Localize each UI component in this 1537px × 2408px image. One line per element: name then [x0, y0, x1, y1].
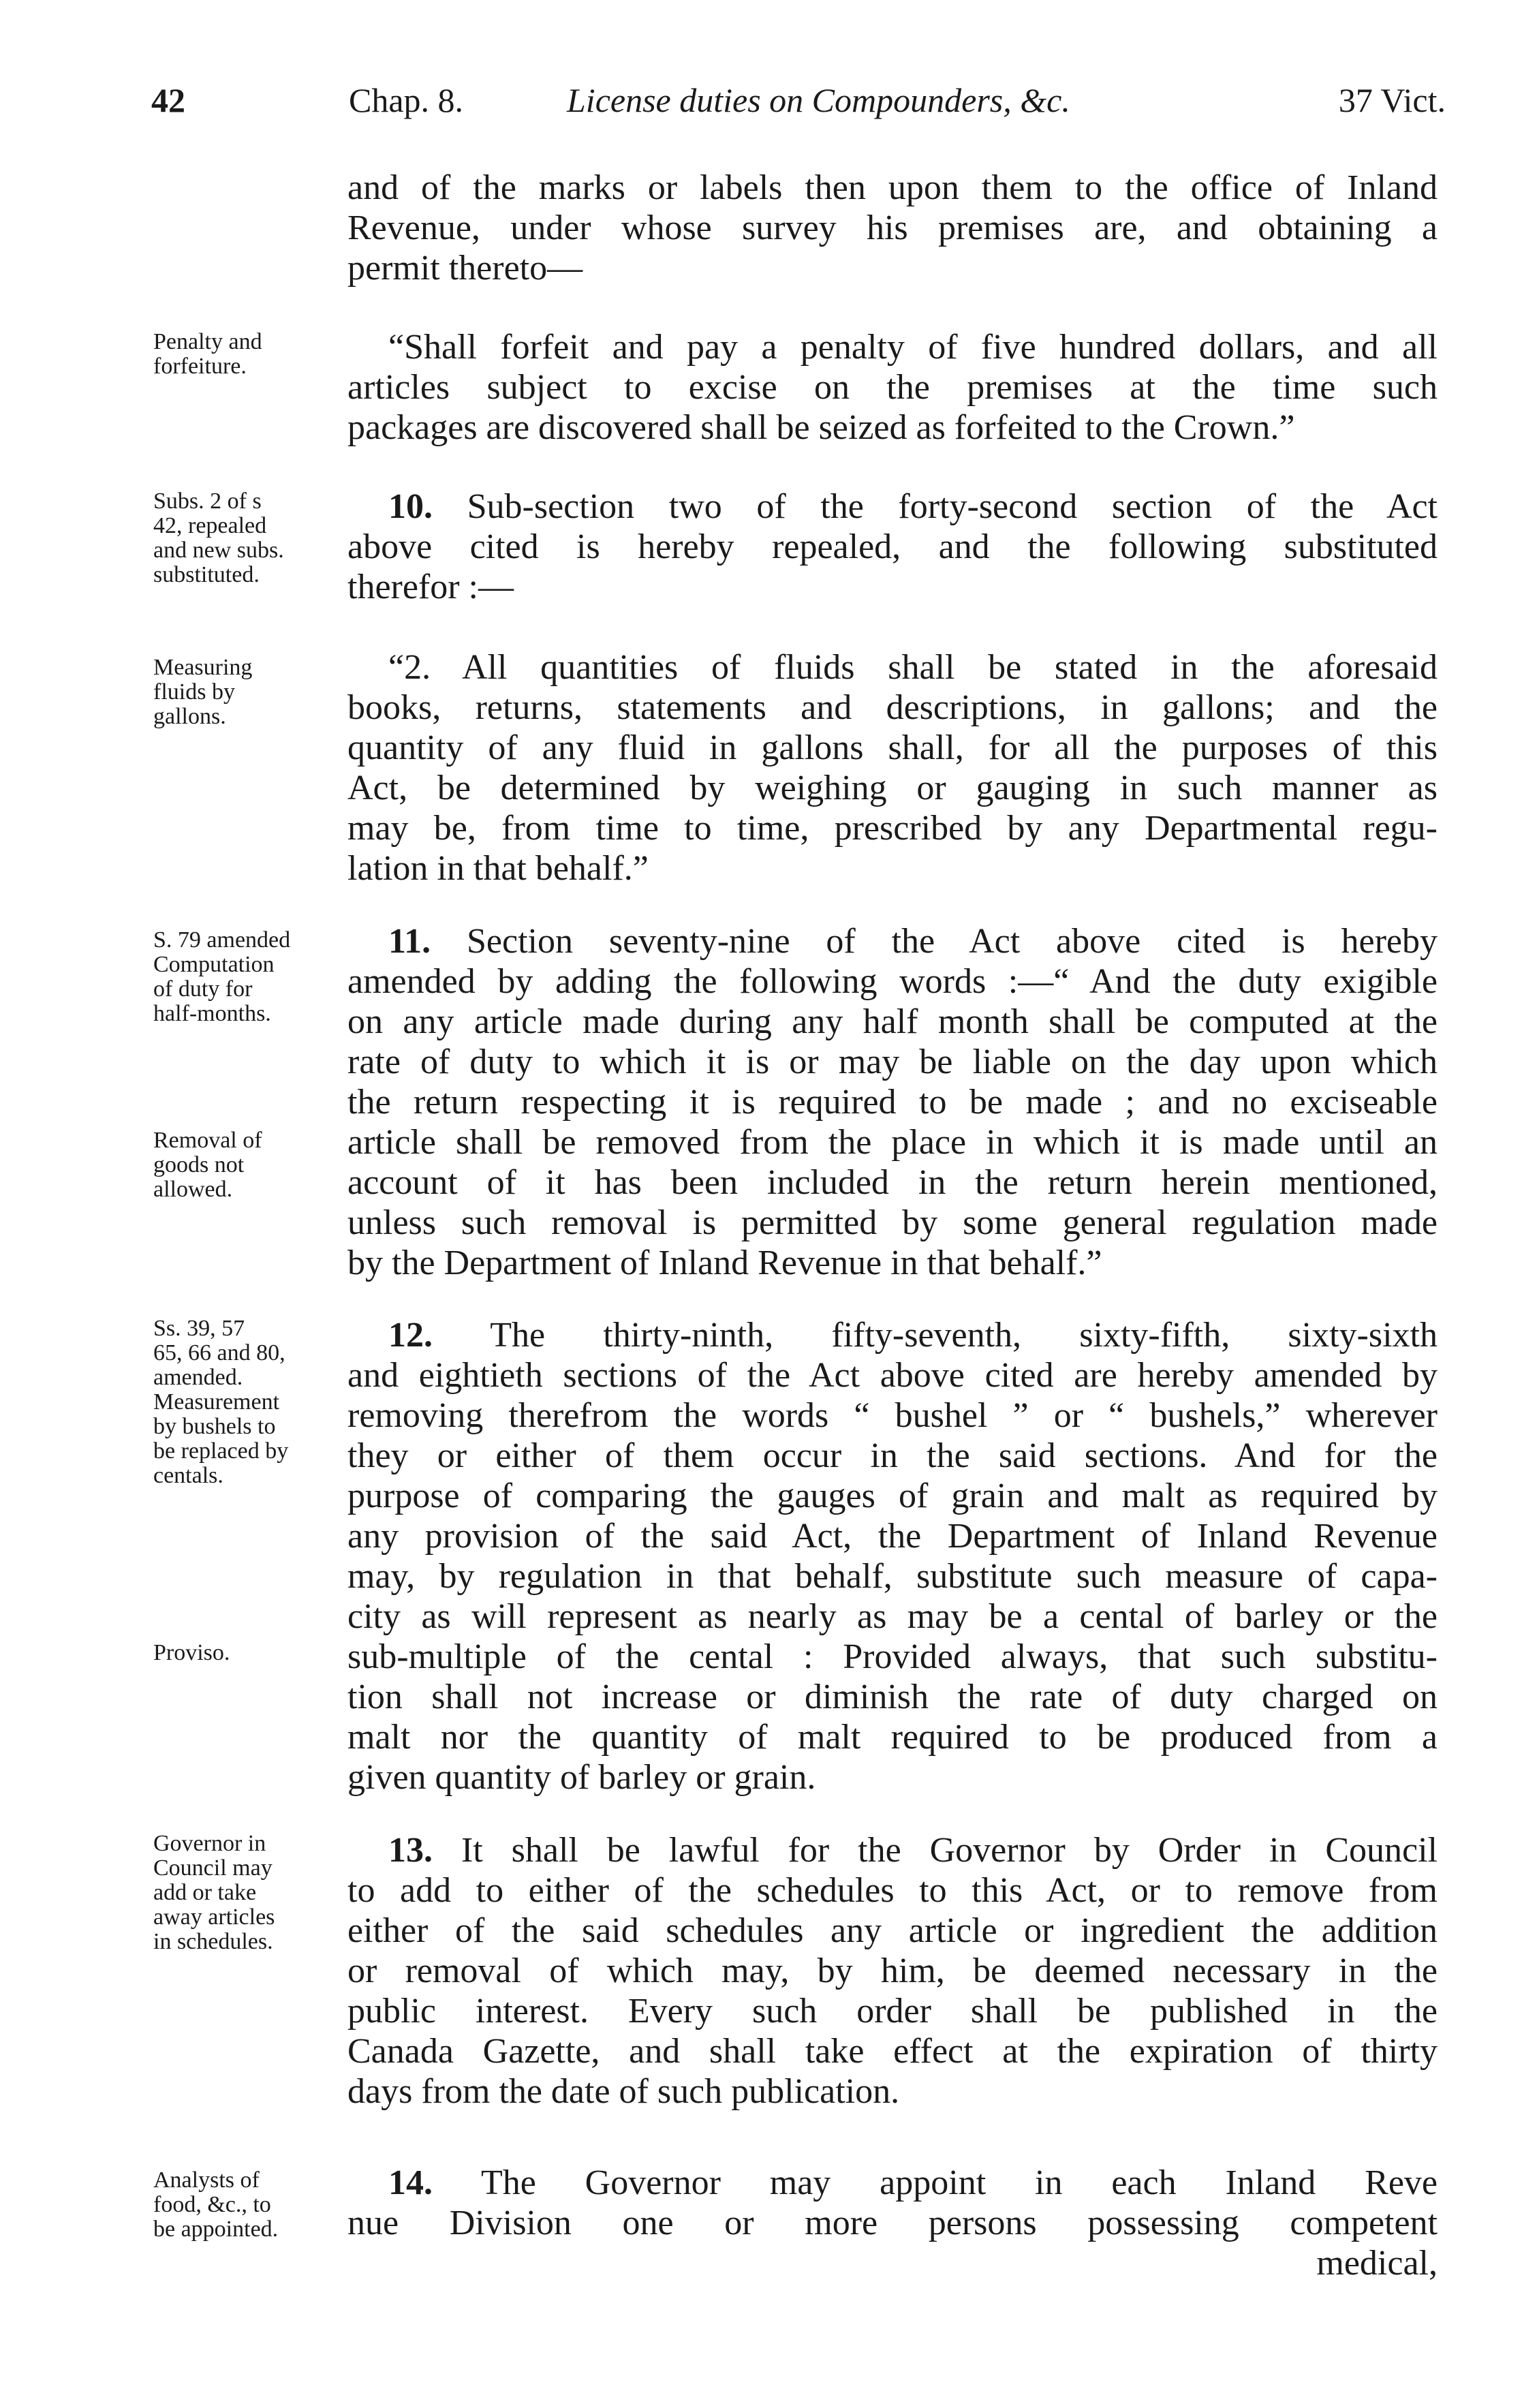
marginal-note — [153, 2168, 344, 2242]
text-line: may, by regulation in that behalf, substitute such measure of capa- — [347, 1557, 1438, 1596]
text-line: given quantity of barley or grain. — [347, 1758, 816, 1797]
text-line: by the Department of Inland Revenue in that behalf.” — [347, 1244, 1102, 1282]
section-12 — [347, 1315, 1438, 1797]
text-line: lation in that behalf.” — [347, 849, 649, 888]
marginal-note-line: food, &c., to — [153, 2192, 271, 2217]
marginal-note-line: centals. — [153, 1463, 223, 1488]
section-11 — [347, 921, 1438, 1283]
marginal-note — [153, 655, 344, 729]
text-line: medical, — [1316, 2244, 1438, 2283]
marginal-note-line: S. 79 amended — [153, 927, 291, 953]
text-line: or removal of which may, by him, be deemed necessary in the — [347, 1951, 1438, 1990]
text-line: tion shall not increase or diminish the rate of duty charged on — [347, 1678, 1438, 1716]
text-run: The thirty-ninth, fifty-seventh, sixty-fifth, sixty-sixth — [490, 1316, 1438, 1355]
text-line: packages are discovered shall be seized as forfeited to the Crown.” — [347, 408, 1295, 447]
marginal-note-line: Measurement — [153, 1389, 280, 1415]
text-line: any provision of the said Act, the Department of Inland Revenue — [347, 1517, 1438, 1556]
running-header — [151, 80, 1446, 135]
section-number: 12. — [388, 1316, 433, 1355]
regnal-year: 37 Vict. — [1338, 81, 1446, 119]
marginal-note-line: Ss. 39, 57 — [153, 1316, 245, 1341]
text-line: malt nor the quantity of malt required to be produced from a — [347, 1718, 1438, 1757]
marginal-note-line: 42, repealed — [153, 513, 267, 538]
chapter-label: Chap. 8. — [349, 81, 464, 119]
marginal-note-line: Subs. 2 of s — [153, 489, 262, 514]
text-line — [347, 1830, 1438, 1870]
text-line: may be, from time to time, prescribed by any Departmental regu- — [347, 809, 1438, 848]
text-line: account of it has been included in the return herein mentioned, — [347, 1163, 1438, 1202]
marginal-note-line: 65, 66 and 80, — [153, 1340, 285, 1365]
text-line: above cited is hereby repealed, and the following substituted — [347, 527, 1438, 566]
text-run: It shall be lawful for the Governor by Order in Council — [461, 1831, 1438, 1870]
marginal-note-line: Governor in — [153, 1831, 266, 1856]
section-14 — [347, 2163, 1438, 2283]
text-run: The Governor may appoint in each Inland Reve — [480, 2163, 1438, 2202]
text-line: and eightieth sections of the Act above cited are hereby amended by — [347, 1356, 1438, 1395]
text-line: “Shall forfeit and pay a penalty of five hundred dollars, and all — [388, 328, 1438, 367]
marginal-note-line: be appointed. — [153, 2217, 279, 2242]
text-line: sub-multiple of the cental : Provided always, that such substitu- — [347, 1637, 1438, 1676]
marginal-note-line: Removal of — [153, 1128, 262, 1153]
text-line: rate of duty to which it is or may be liable on the day upon which — [347, 1043, 1438, 1081]
text-line: Act, be determined by weighing or gauging in such manner as — [347, 769, 1438, 807]
marginal-note-line: add or take — [153, 1880, 257, 1905]
text-line: articles subject to excise on the premises at the time such — [347, 368, 1438, 407]
marginal-note-line: amended. — [153, 1365, 243, 1390]
section-number: 14. — [388, 2163, 433, 2202]
text-line — [347, 1315, 1438, 1355]
marginal-note-line: in schedules. — [153, 1929, 273, 1954]
marginal-note — [153, 1316, 344, 1488]
text-line: permit thereto— — [347, 249, 583, 288]
text-line: books, returns, statements and descriptions, in gallons; and the — [347, 688, 1438, 727]
marginal-note — [153, 1832, 344, 1954]
text-line: public interest. Every such order shall be published in the — [347, 1992, 1438, 2031]
marginal-note-line: Computation — [153, 952, 275, 977]
text-line: on any article made during any half month shall be computed at the — [347, 1002, 1438, 1041]
text-line: article shall be removed from the place in which it is made until an — [347, 1123, 1438, 1162]
marginal-note-line: Analysts of — [153, 2167, 260, 2193]
fluids-paragraph — [347, 647, 1438, 688]
text-line: therefor :— — [347, 568, 514, 606]
marginal-note-line: forfeiture. — [153, 354, 247, 379]
marginal-note-line: of duty for — [153, 976, 253, 1002]
text-run: Section seventy-nine of the Act above cited is hereby — [467, 922, 1438, 961]
marginal-note-line: Council may — [153, 1855, 273, 1881]
marginal-note — [153, 1641, 344, 1665]
fluids-paragraph-cont — [347, 688, 1438, 889]
marginal-note-line: fluids by — [153, 679, 235, 705]
marginal-note — [153, 928, 344, 1026]
marginal-note-line: and new subs. — [153, 538, 284, 563]
marginal-note — [153, 330, 344, 379]
text-line: the return respecting it is required to be made ; and no exciseable — [347, 1083, 1438, 1122]
text-line — [347, 487, 1438, 527]
section-13 — [347, 1830, 1438, 2112]
marginal-note-line: allowed. — [153, 1177, 233, 1202]
marginal-note-line: half-months. — [153, 1001, 271, 1026]
marginal-note-line: by bushels to — [153, 1414, 276, 1439]
text-line: city as will represent as nearly as may be a cental of barley or the — [347, 1597, 1438, 1636]
marginal-note — [153, 1128, 344, 1202]
page-number: 42 — [151, 81, 185, 119]
text-line: “2. All quantities of fluids shall be stated in the aforesaid — [388, 648, 1438, 687]
text-line: removing therefrom the words “ bushel ” or “ bushels,” wherever — [347, 1396, 1438, 1435]
text-line: quantity of any fluid in gallons shall, for all the purposes of this — [347, 728, 1438, 767]
marginal-note-line: Penalty and — [153, 329, 262, 354]
marginal-note — [153, 489, 344, 587]
text-line: to add to either of the schedules to this Act, or to remove from — [347, 1871, 1438, 1910]
marginal-note-line: goods not — [153, 1152, 245, 1177]
marginal-note-line: gallons. — [153, 704, 226, 729]
penalty-paragraph — [347, 327, 1438, 367]
text-line: they or either of them occur in the said sections. And for the — [347, 1436, 1438, 1475]
section-10 — [347, 487, 1438, 607]
text-line: days from the date of such publication. — [347, 2072, 900, 2111]
continuation-paragraph — [347, 168, 1438, 288]
header-title: License duties on Compounders, &c. — [567, 81, 1070, 119]
marginal-note-line: substituted. — [153, 562, 260, 587]
text-line: amended by adding the following words :—“ And the duty exigible — [347, 962, 1438, 1001]
text-line: either of the said schedules any article or ingredient the addition — [347, 1911, 1438, 1950]
marginal-note-line: Measuring — [153, 655, 253, 680]
text-line: purpose of comparing the gauges of grain and malt as required by — [347, 1477, 1438, 1515]
marginal-note-line: Proviso. — [153, 1640, 230, 1665]
text-line — [347, 921, 1438, 961]
text-line: nue Division one or more persons possessing competent — [347, 2204, 1438, 2242]
text-run: Sub-section two of the forty-second section of the Act — [467, 487, 1438, 526]
section-number: 10. — [388, 487, 433, 526]
text-line — [347, 2163, 1438, 2203]
text-line: Revenue, under whose survey his premises are, and obtaining a — [347, 209, 1438, 247]
marginal-note-line: away articles — [153, 1904, 275, 1930]
text-line: unless such removal is permitted by some general regulation made — [347, 1203, 1438, 1242]
section-number: 11. — [388, 922, 431, 961]
penalty-paragraph-cont — [347, 367, 1438, 448]
text-line: Canada Gazette, and shall take effect at the expiration of thirty — [347, 2032, 1438, 2071]
marginal-note-line: be replaced by — [153, 1438, 289, 1464]
text-line: and of the marks or labels then upon them to the office of Inland — [347, 168, 1438, 207]
section-number: 13. — [388, 1831, 433, 1870]
